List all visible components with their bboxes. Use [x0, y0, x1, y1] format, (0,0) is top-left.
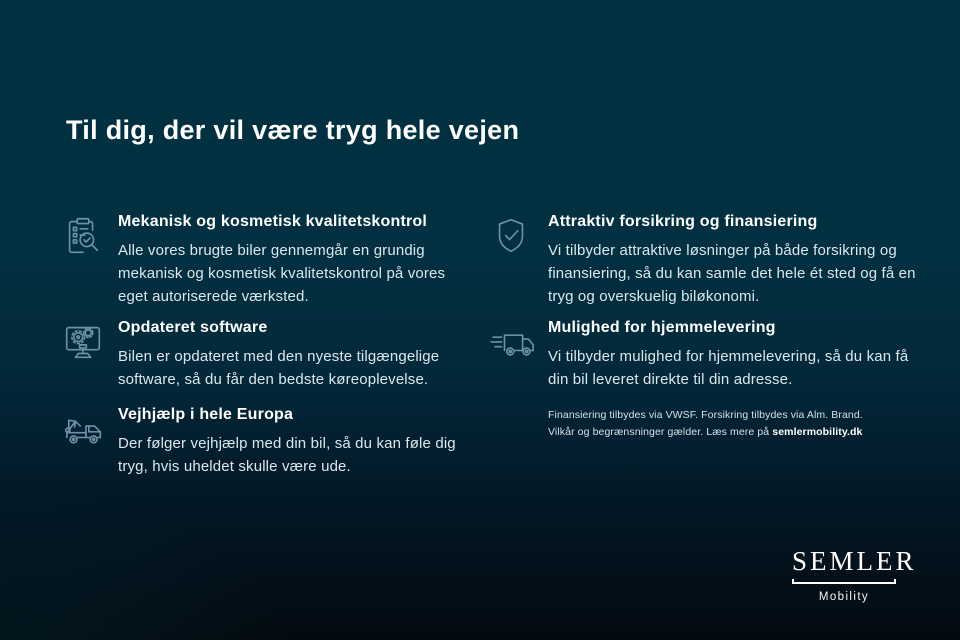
feature-insurance-financing: [490, 212, 920, 308]
logo-subtitle: Mobility: [818, 591, 870, 603]
page-title: Til dig, der vil være tryg hele vejen: [66, 115, 520, 145]
feature-heading: Mekanisk og kosmetisk kvalitetskontrol: [118, 213, 428, 230]
logo-rule: [792, 579, 896, 584]
feature-home-delivery: [490, 318, 920, 391]
tow-truck-icon: [60, 405, 118, 448]
feature-body: Bilen er opdateret med den nyeste tilgængelige software, så du får den bedste køreoplevelse.: [118, 348, 440, 389]
feature-roadside-assistance: [60, 405, 460, 478]
feature-heading: Mulighed for hjemmelevering: [548, 319, 776, 336]
logo-wordmark: SEMLER: [792, 546, 917, 576]
feature-body: Vi tilbyder mulighed for hjemmelevering, så du kan få din bil leveret direkte til din adresse.: [548, 348, 909, 389]
monitor-gears-icon: [60, 318, 118, 365]
feature-body: Vi tilbyder attraktive løsninger på både forsikring og finansiering, så du kan samle det hele ét sted og få en tryg og overskuelig biløkonomi.: [548, 242, 916, 306]
disclaimer-line-1: Finansiering tilbydes via VWSF. Forsikring tilbydes via Alm. Brand.: [548, 409, 863, 421]
disclaimer-line-2: [548, 424, 928, 441]
disclaimer: [548, 407, 928, 441]
delivery-truck-icon: [490, 318, 548, 361]
disclaimer-line-2-text: Vilkår og begrænsninger gælder. Læs mere på: [548, 426, 773, 438]
feature-heading: Attraktiv forsikring og finansiering: [548, 213, 818, 230]
clipboard-inspection-icon: [60, 212, 118, 259]
feature-heading: Opdateret software: [118, 319, 268, 336]
feature-body: Der følger vejhjælp med din bil, så du kan føle dig tryg, hvis uheldet skulle være ude.: [118, 435, 456, 476]
disclaimer-website: semlermobility.dk: [772, 426, 863, 438]
semler-mobility-logo: [792, 546, 917, 603]
feature-quality-control: [60, 212, 460, 308]
shield-check-icon: [490, 212, 548, 259]
feature-heading: Vejhjælp i hele Europa: [118, 406, 294, 423]
feature-body: Alle vores brugte biler gennemgår en grundig mekanisk og kosmetisk kvalitetskontrol på vores eget autoriserede værksted.: [118, 242, 446, 306]
feature-updated-software: [60, 318, 460, 391]
